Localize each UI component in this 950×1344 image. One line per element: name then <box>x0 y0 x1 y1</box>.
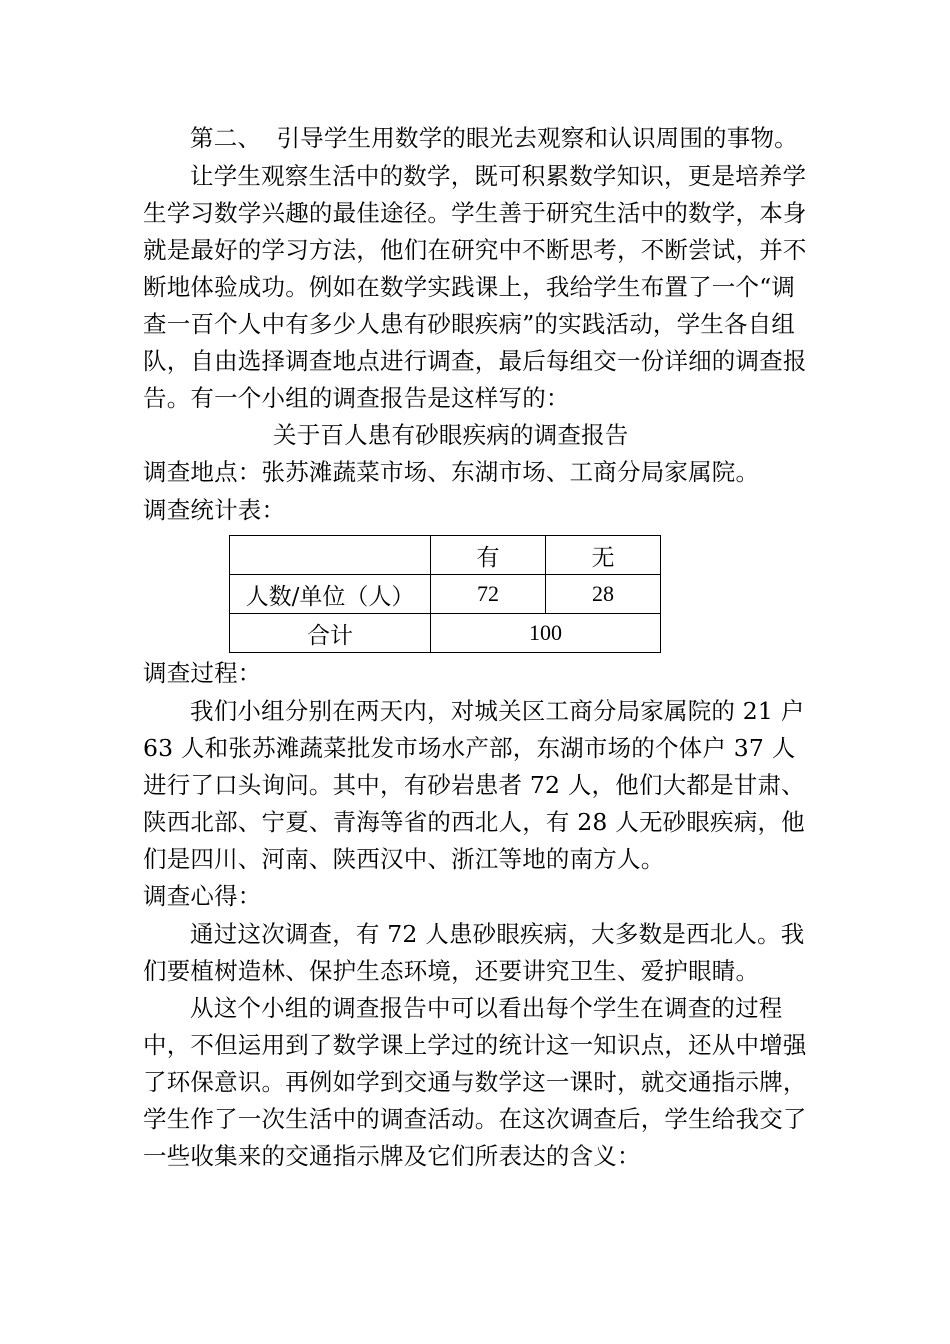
table-header-row <box>230 536 661 575</box>
stats-table-label: 调查统计表： <box>143 495 286 524</box>
table-total-value: 100 <box>431 614 661 653</box>
table-row-label: 人数/单位（人） <box>230 575 431 614</box>
insight-paragraph: 通过这次调查，有 72 人患砂眼疾病，大多数是西北人。我们要植树造林、保护生态环境，还要讲究卫生、爱护眼睛。 <box>143 919 805 985</box>
table-total-row <box>230 614 661 653</box>
survey-stats-table <box>229 535 661 653</box>
process-paragraph: 我们小组分别在两天内，对城关区工商分局家属院的 21 户 63 人和张苏滩蔬菜批发市场水产部，东湖市场的个体户 37 人进行了口头询问。其中，有砂岩患者 72 人，他们大都是甘肃、陕西北部、宁夏、青海等省的西北人，有 28 人无砂眼疾病，他们是四川、河南、陕西汉中、浙江等地的南方人。 <box>143 696 805 873</box>
table-header-no: 无 <box>546 536 661 575</box>
table-corner-cell <box>230 536 431 575</box>
insight-label: 调查心得： <box>143 881 262 910</box>
table-total-label: 合计 <box>230 614 431 653</box>
table-header-yes: 有 <box>431 536 546 575</box>
report-title: 关于百人患有砂眼疾病的调查报告 <box>273 420 629 449</box>
section-heading: 第二、 引导学生用数学的眼光去观察和认识周围的事物。 <box>190 124 798 152</box>
survey-locations: 调查地点：张苏滩蔬菜市场、东湖市场、工商分局家属院。 <box>143 458 760 487</box>
table-value-no: 28 <box>546 575 661 614</box>
document-body <box>143 120 815 1175</box>
table-value-yes: 72 <box>431 575 546 614</box>
intro-paragraph: 让学生观察生活中的数学，既可积累数学知识，更是培养学生学习数学兴趣的最佳途径。学生善于研究生活中的数学，本身就是最好的学习方法，他们在研究中不断思考，不断尝试，并不断地体验成功。例如在数学实践课上，我给学生布置了一个“调查一百个人中有多少人患有砂眼疾病”的实践活动，学生各自组队，自由选择调查地点进行调查，最后每组交一份详细的调查报告。有一个小组的调查报告是这样写的： <box>143 161 807 412</box>
table-row <box>230 575 661 614</box>
process-label: 调查过程： <box>143 659 262 688</box>
closing-paragraph: 从这个小组的调查报告中可以看出每个学生在调查的过程中，不但运用到了数学课上学过的统计这一知识点，还从中增强了环保意识。再例如学到交通与数学这一课时，就交通指示牌，学生作了一次生活中的调查活动。在这次调查后，学生给我交了一些收集来的交通指示牌及它们所表达的含义： <box>143 993 807 1170</box>
